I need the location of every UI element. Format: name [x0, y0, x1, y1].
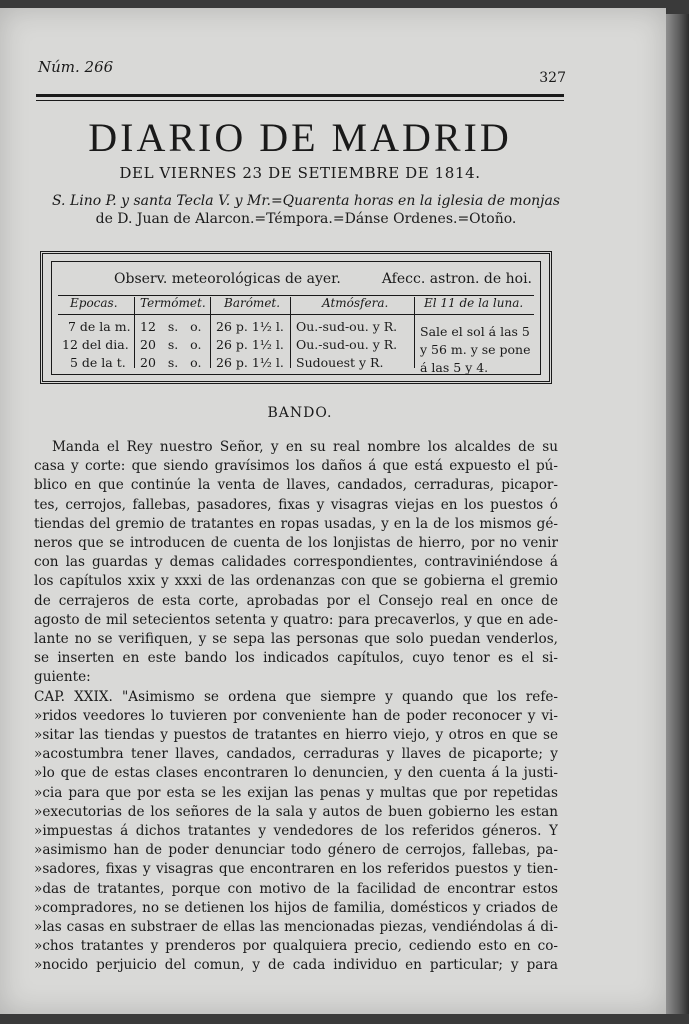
- body-line: tes, cerrojos, fallebas, pasadores, fixas y visagras viejas en los puestos ó: [34, 496, 558, 513]
- row1-baro: 26 p. 1½ l.: [216, 319, 284, 334]
- body-line: Manda el Rey nuestro Señor, y en su real nombre los alcaldes de su: [52, 439, 558, 455]
- newspaper-page: [0, 8, 666, 1014]
- body-line: »las casas en substraer de ellas las mencionadas piezas, vendiéndolas á di-: [34, 919, 558, 936]
- col-header-barometro: Barómet.: [224, 296, 281, 310]
- body-line: »sadores, fixas y visagras que encontraren en los referidos puestos y tien-: [34, 861, 558, 878]
- meteo-inner-frame: [51, 261, 541, 375]
- body-line: guiente:: [34, 669, 91, 686]
- body-line: de cerrajeros de esta corte, aprobadas por el Consejo real en once de: [34, 592, 558, 609]
- saints-of-day: [46, 192, 566, 228]
- astro-title: Afecc. astron. de hoi.: [381, 271, 532, 287]
- row3-termo: 20 s. o.: [140, 355, 202, 370]
- body-line: »ridos veedores lo tuvieren por conveniente han de poder reconocer y vi-: [34, 707, 558, 724]
- row3-atmos: Sudouest y R.: [296, 355, 384, 370]
- masthead-title: DIARIO DE MADRID: [88, 115, 512, 160]
- body-line: CAP. XXIX. "Asimismo se ordena que siempre y quando que los refe-: [34, 688, 558, 705]
- body-line: los capítulos xxix y xxxi de las ordenanzas con que se gobierna el gremio: [34, 573, 558, 590]
- col-header-luna: El 11 de la luna.: [424, 296, 524, 310]
- meteo-title: Observ. meteorológicas de ayer.: [114, 271, 341, 287]
- row2-baro: 26 p. 1½ l.: [216, 337, 284, 352]
- body-line: »nocido perjuicio del comun, y de cada individuo en particular; y para: [34, 957, 558, 974]
- body-line: casa y corte: que siendo gravísimos los daños á que está expuesto el pú-: [34, 458, 558, 475]
- body-line: »chos tratantes y prenderos por qualquiera precio, cediendo esto en co-: [34, 938, 558, 955]
- row2-epoca: 12 del dia.: [62, 337, 129, 352]
- col-header-atmosfera: Atmósfera.: [322, 296, 389, 310]
- body-line: »acostumbra tener llaves, candados, cerraduras y llaves de picaporte; y: [34, 746, 558, 763]
- row3-epoca: 5 de la t.: [70, 355, 126, 370]
- issue-number: Núm. 266: [38, 58, 114, 76]
- row3-baro: 26 p. 1½ l.: [216, 355, 284, 370]
- body-line: blico en que continúe la venta de llaves, candados, cerraduras, picapor-: [34, 477, 558, 494]
- body-line: »das de tratantes, porque con motivo de la facilidad de encontrar estos: [34, 880, 558, 897]
- body-line: »executorias de los señores de la sala y autos de buen gobierno les estan: [34, 803, 558, 820]
- row1-epoca: 7 de la m.: [68, 319, 131, 334]
- dateline: DEL VIERNES 23 DE SETIEMBRE DE 1814.: [119, 164, 481, 182]
- luna-line-2: y 56 m. y se pone: [420, 342, 531, 357]
- col-header-epocas: Epocas.: [70, 296, 118, 310]
- body-line: agosto de mil setecientos setenta y quatro: para precaverlos, y que en ade-: [34, 611, 558, 628]
- body-line: »lo que de estas clases encontraren lo denuncien, y den cuenta á la justi-: [34, 765, 558, 782]
- body-line: »sitar las tiendas y puestos de tratantes en hierro viejo, y otros en que se: [34, 727, 558, 744]
- luna-line-1: Sale el sol á las 5: [420, 324, 530, 339]
- body-line: con las guardas y demas calidades correspondientes, contraviniéndose á: [34, 554, 558, 571]
- saints-line-2: de D. Juan de Alarcon.=Témpora.=Dánse Ordenes.=Otoño.: [95, 211, 517, 227]
- col-divider: [414, 297, 415, 368]
- body-line: neros que se introducen de cuenta de los lonjistas de hierro, por no venir: [34, 535, 558, 552]
- row1-atmos: Ou.-sud-ou. y R.: [296, 319, 398, 334]
- header-rule-thin: [36, 100, 564, 101]
- body-line: »impuestas á dichos tratantes y vendedores de los referidos géneros. Y: [34, 823, 558, 840]
- body-line: »compradores, no se detienen los hijos de familia, domésticos y criados de: [34, 899, 558, 916]
- body-line: »asimismo han de poder denunciar todo género de cerrojos, fallebas, pa-: [34, 842, 558, 859]
- row2-atmos: Ou.-sud-ou. y R.: [296, 337, 398, 352]
- row1-termo: 12 s. o.: [140, 319, 202, 334]
- body-line: lante no se verifiquen, y se sepa las personas que solo puedan venderlos,: [34, 631, 558, 648]
- meteorological-table: [40, 251, 552, 384]
- col-divider: [134, 297, 135, 368]
- page-header: [38, 58, 566, 86]
- col-divider: [210, 297, 211, 368]
- col-header-termometro: Termómet.: [140, 296, 206, 310]
- body-line: tiendas del gremio de tratantes en ropas usadas, y en la de los mismos gé-: [34, 515, 558, 532]
- row2-termo: 20 s. o.: [140, 337, 202, 352]
- bando-body: [34, 438, 558, 976]
- page-edge-shadow: [666, 14, 689, 1014]
- meteo-rule-header: [58, 314, 534, 315]
- col-divider: [290, 297, 291, 368]
- luna-line-3: á las 5 y 4.: [420, 360, 489, 375]
- header-rule-thick: [36, 94, 564, 97]
- bando-heading: BANDO.: [267, 405, 333, 421]
- page-number: 327: [539, 70, 566, 86]
- body-line: »cia para que por esta se les exijan las penas y multas que por repetidas: [34, 784, 558, 801]
- body-line: se inserten en este bando los indicados capítulos, cuyo tenor es el si-: [34, 650, 558, 667]
- saints-line-1: S. Lino P. y santa Tecla V. y Mr.=Quarenta horas en la iglesia de monjas: [51, 193, 561, 209]
